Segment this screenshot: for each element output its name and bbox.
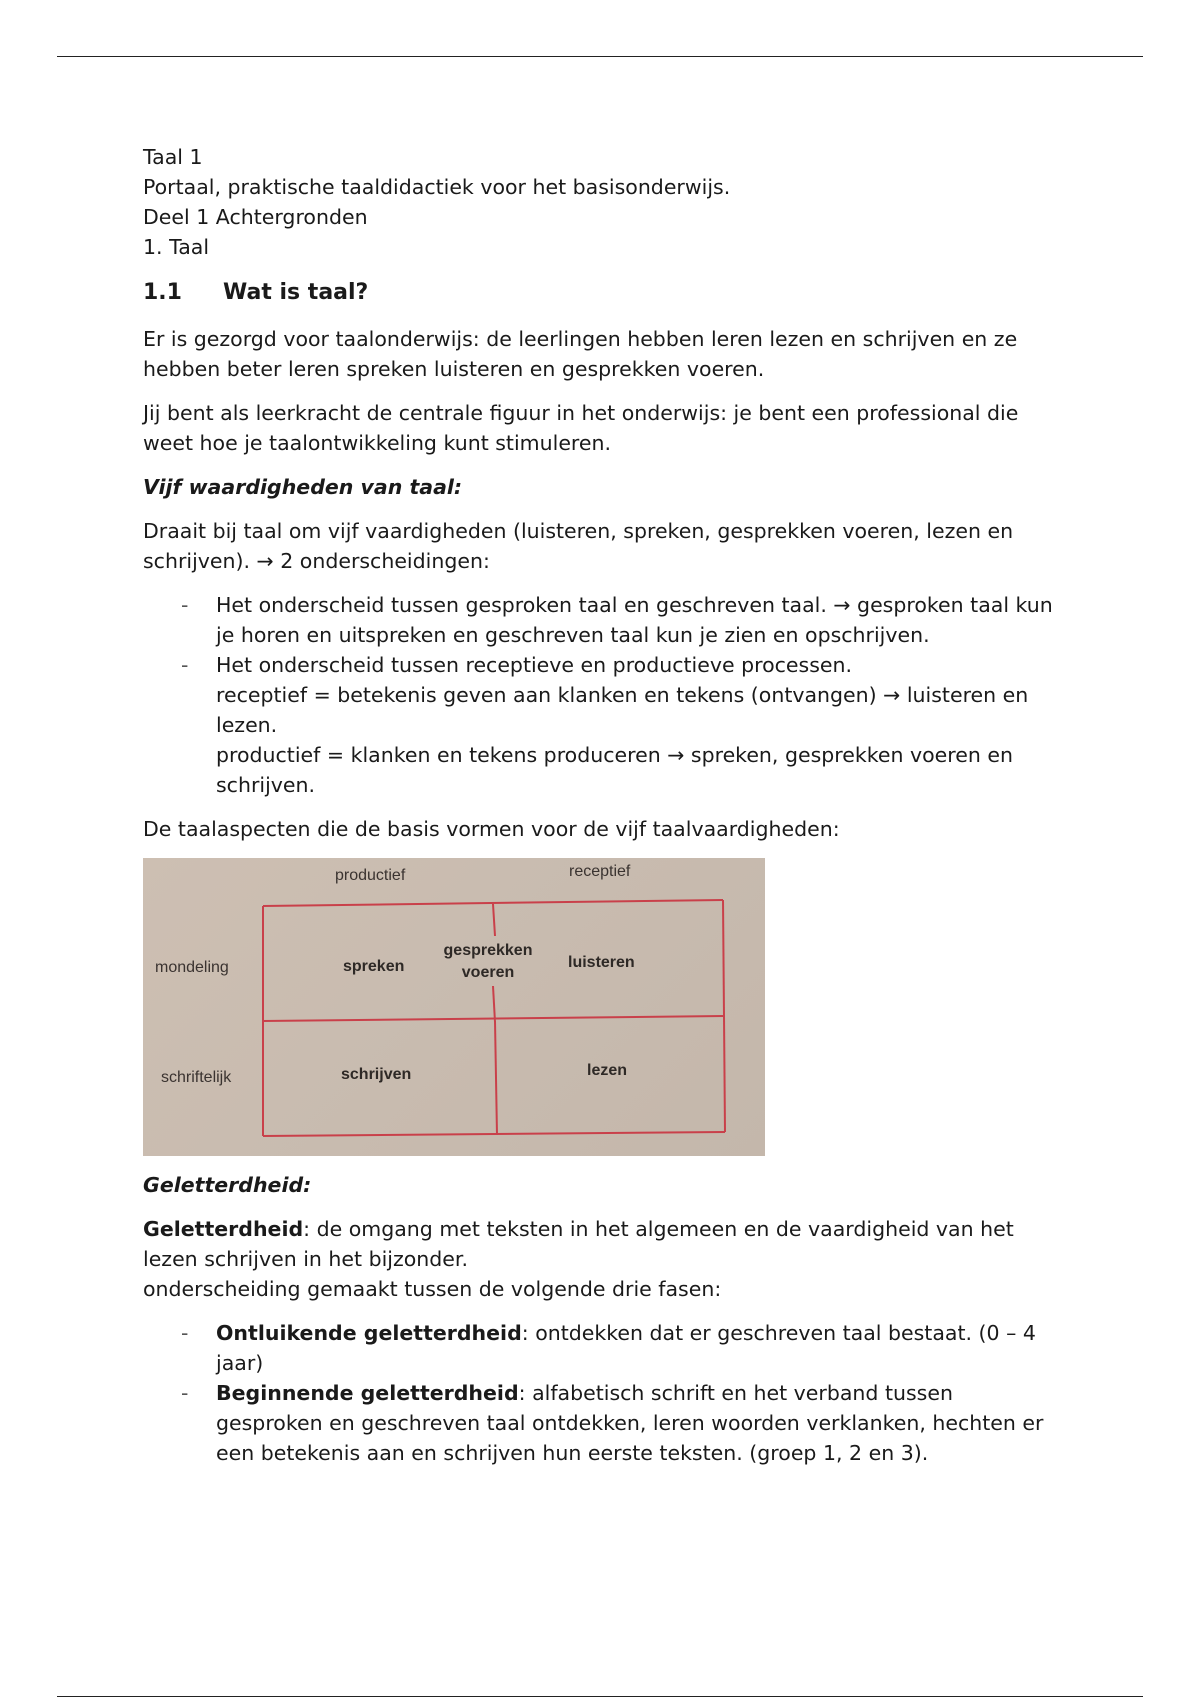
dash-bullet: - <box>181 1321 189 1345</box>
column-label-receptief: receptief <box>569 863 631 880</box>
section-number: 1.1 <box>143 280 182 305</box>
list-item: - Het onderscheid tussen gesproken taal en geschreven taal. → gesproken taal kun je horen en uitspreken en geschreven taal kun je zien en opschrijven. <box>143 590 1063 650</box>
geletterdheid-heading: Geletterdheid: <box>143 1173 312 1197</box>
chapter-title: 1. Taal <box>143 235 210 259</box>
section-title: Wat is taal? <box>223 280 369 305</box>
list-item: - Het onderscheid tussen receptieve en productieve processen. receptief = betekenis geven aan klanken en tekens (ontvangen) → luisteren en lezen. productief = klanken en tekens produceren → spreken, gesprekken voeren en schrijven. <box>143 650 1063 800</box>
onderscheidingen-list <box>143 590 1063 800</box>
geletterdheid-definition: Geletterdheid: de omgang met teksten in het algemeen en de vaardigheid van het lezen schrijven in het bijzonder. onderscheiding gemaakt tussen de volgende drie fasen: <box>143 1217 1014 1301</box>
fasen-list <box>143 1318 1063 1468</box>
row-label-schriftelijk: schriftelijk <box>161 1069 232 1086</box>
book-title: Portaal, praktische taaldidactiek voor het basisonderwijs. <box>143 175 731 199</box>
cell-spreken: spreken <box>343 958 405 975</box>
document-page <box>143 142 1063 1482</box>
vaardigheden-intro: Draait bij taal om vijf vaardigheden (luisteren, spreken, gesprekken voeren, lezen en schrijven). → 2 onderscheidingen: <box>143 519 1014 573</box>
part-title: Deel 1 Achtergronden <box>143 205 368 229</box>
list-item: - Beginnende geletterdheid: alfabetisch schrift en het verband tussen gesproken en geschreven taal ontdekken, leren woorden verklanken, hechten er een betekenis aan en schrijven hun eerste teksten. (groep 1, 2 en 3). <box>143 1378 1063 1468</box>
grid-line <box>493 904 495 936</box>
dash-bullet: - <box>181 1381 189 1405</box>
cell-gesprekken-voeren: gesprekken voeren <box>443 942 533 981</box>
geletterdheid-term: Geletterdheid <box>143 1217 304 1241</box>
taalaspecten-intro: De taalaspecten die de basis vormen voor de vijf taalvaardigheden: <box>143 817 840 841</box>
paragraph-leerkracht: Jij bent als leerkracht de centrale figuur in het onderwijs: je bent een professional die weet hoe je taalontwikkeling kunt stimuleren. <box>143 401 1019 455</box>
figure-grid-lines <box>143 858 765 1156</box>
grid-line <box>495 1021 497 1135</box>
grid-line <box>493 986 495 1022</box>
cell-schrijven: schrijven <box>341 1066 412 1083</box>
list-item: - Ontluikende geletterdheid: ontdekken dat er geschreven taal bestaat. (0 – 4 jaar) <box>143 1318 1063 1378</box>
receptief-definition: receptief = betekenis geven aan klanken en tekens (ontvangen) → luisteren en lezen. <box>216 683 1029 737</box>
dash-bullet: - <box>181 653 189 677</box>
productief-definition: productief = klanken en tekens produceren → spreken, gesprekken voeren en schrijven. <box>216 743 1013 797</box>
cell-luisteren: luisteren <box>568 954 635 971</box>
course-title: Taal 1 <box>143 145 203 169</box>
grid-line <box>263 1132 725 1136</box>
fasen-intro: onderscheiding gemaakt tussen de volgende drie fasen: <box>143 1277 722 1301</box>
section-heading <box>143 278 1063 308</box>
taalvaardigheden-figure <box>143 858 765 1156</box>
grid-line <box>263 1016 724 1021</box>
page-bottom-rule <box>57 1696 1143 1697</box>
row-label-mondeling: mondeling <box>155 959 229 976</box>
column-label-productief: productief <box>335 867 406 884</box>
paragraph-taalonderwijs: Er is gezorgd voor taalonderwijs: de leerlingen hebben leren lezen en schrijven en ze hebben beter leren spreken luisteren en gesprekken voeren. <box>143 327 1018 381</box>
vaardigheden-heading: Vijf waardigheden van taal: <box>143 475 463 499</box>
page-top-rule <box>57 56 1143 57</box>
cell-lezen: lezen <box>587 1062 628 1079</box>
dash-bullet: - <box>181 593 189 617</box>
